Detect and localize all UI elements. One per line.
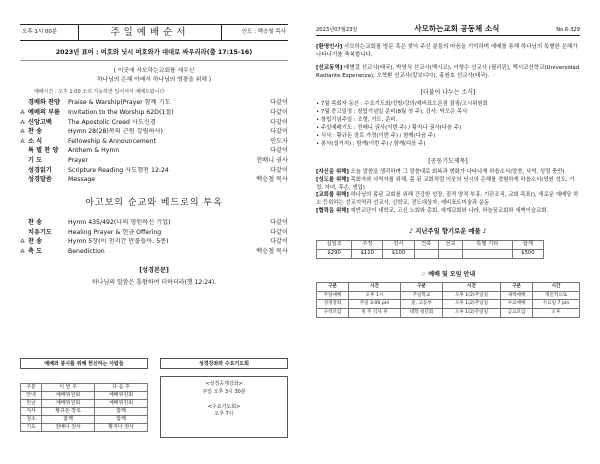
table-cell: 청소 bbox=[21, 416, 42, 424]
table-row bbox=[21, 424, 148, 432]
table-header-cell: 감사 bbox=[383, 240, 414, 249]
table-header-cell: 구분 bbox=[21, 384, 42, 392]
list-item: • 봉사(설거지) : 함께(이번 주) / 함께(다음 주) bbox=[316, 141, 426, 148]
order-label: 찬 송 bbox=[28, 238, 43, 246]
intro-note: 예배시간 : 오후 1:00 소리 가능하면 일어서서 예배드립니다 bbox=[34, 89, 165, 96]
table-cell: 예배위원회 bbox=[42, 392, 95, 400]
table-cell: 개인적으로 bbox=[533, 291, 580, 300]
order-item bbox=[20, 138, 288, 148]
divider bbox=[20, 60, 288, 61]
order-content: Benediction bbox=[68, 247, 105, 255]
prayer-text: 오늘 말씀을 생각하며 그 말씀대로 회복과 변화가 나타나게 하옵소서(말씀, 사역, 성령 충만) bbox=[348, 168, 565, 175]
table-cell bbox=[414, 249, 438, 258]
order-person: 다같이 bbox=[270, 228, 288, 236]
order-item bbox=[20, 176, 288, 186]
welcome-text: 사모하는교회를 방문 혹은 찾아 주신 분들의 마음을 기억하며 예배를 통해 하나님의 특별한 은혜가 나타나기를 축복합니다. bbox=[316, 44, 578, 59]
welcome-block bbox=[316, 44, 580, 60]
order-person: 다같이 bbox=[270, 219, 288, 227]
table-cell: 금요모임 bbox=[501, 309, 533, 318]
table-header-cell: 합계 bbox=[512, 240, 543, 249]
table-header-cell: 건축 bbox=[414, 240, 438, 249]
table-cell: 새벽예배 bbox=[501, 291, 533, 300]
table-header-row bbox=[317, 240, 544, 249]
prayer-item bbox=[316, 169, 580, 177]
table-cell: 첫 주 식사 후 bbox=[348, 309, 400, 318]
evening-line bbox=[161, 396, 287, 404]
mission-text: 배병걸 선교사(태국), 박영식 선교사(멕시코), 이형수 선교사 (필리핀), 멕시코신학교(Universidad Radiante Esperanza), 오혁환 선교사(칼보디아), 홍원호 선교사(태국). bbox=[316, 65, 580, 80]
table-cell: 전배니 권사 bbox=[42, 424, 95, 432]
table-cell: 주일학교 bbox=[400, 291, 442, 300]
table-header-cell: 구분 bbox=[317, 283, 349, 292]
mission-label: [선교동역] bbox=[316, 65, 343, 72]
table-cell: 오후 bbox=[533, 309, 580, 318]
bulletin-number: No.6-329 bbox=[556, 26, 580, 33]
evening-schedule bbox=[160, 376, 288, 438]
intro-line: 하나님의 은혜 아래서 하나님의 영광을 위해 ) bbox=[96, 76, 212, 83]
service-time: 오후 1시 00분 bbox=[22, 29, 58, 36]
table-header-cell: 구분 bbox=[400, 283, 442, 292]
news-title: 사모하는교회 공동체 소식 bbox=[414, 24, 500, 33]
service-people-table bbox=[20, 383, 148, 432]
table-header-cell: 주정 bbox=[352, 240, 383, 249]
order-person: 인도자 bbox=[270, 137, 288, 145]
standing-mark: ⁂ bbox=[20, 239, 25, 246]
table-row bbox=[21, 400, 148, 408]
order-person: 백승철 목사 bbox=[256, 176, 288, 184]
table-cell bbox=[438, 249, 462, 258]
table-header-row bbox=[317, 283, 580, 292]
order-content: Hymn 5장(이 천지간 만물들아, 5종) bbox=[68, 238, 169, 246]
shared-news-title: [더불어 나누는 소식] bbox=[420, 89, 476, 97]
list-item: • 7월 목회자 동선 : 수요기도회/성방/강의/예비표도론점 점핑/고시위원회 bbox=[316, 100, 488, 107]
meeting-title-text: 예배 및 모임 안내 bbox=[428, 270, 476, 278]
prayer-label: [교회를 위해] bbox=[316, 192, 349, 199]
list-item: • 7월 중고일정 : 창립기념일 준비(8월 첫 주), 강사: 박모은 목사 bbox=[316, 108, 468, 115]
order-label: 축 도 bbox=[28, 247, 43, 255]
table-cell: $100 bbox=[383, 249, 414, 258]
evening-line: 오후 7시 bbox=[214, 411, 234, 417]
order-person: 다같이 bbox=[270, 118, 288, 126]
prayer-text: 예반교단이 대학교, 고신 노회와 총회, 세계교회와 나라, 하늘꿈교회와 새벽이슬교회. bbox=[348, 208, 549, 215]
list-item: • 식사 : 황규돈 장로 가정(이번 주) / 함께(다음 주) bbox=[316, 133, 436, 140]
bottom-boxes bbox=[20, 358, 288, 464]
scripture-title: [성경본문] bbox=[139, 267, 169, 275]
prayer-text: 하나님의 몸된 교회를 위해 건강한 성장, 질적 양적 부흥, 기관조직, 교회 목표(), 새로운 예배당 하소 등위하는 선교지역과 선교사, 신학교, 전도대상자, 예비표도미술과 운동 bbox=[316, 192, 579, 207]
table-cell: 구역모임 bbox=[317, 309, 349, 318]
table-row bbox=[317, 249, 544, 258]
order-person: 다같이 bbox=[270, 109, 288, 117]
order-label: 치유기도 bbox=[28, 228, 52, 236]
table-cell: 함께 bbox=[95, 416, 148, 424]
order-item bbox=[20, 99, 288, 109]
standing-mark: ⁂ bbox=[20, 248, 25, 255]
service-leader: 인도 : 백승철 목사 bbox=[241, 29, 286, 36]
order-label: 찬 송 bbox=[28, 128, 43, 136]
offering-table bbox=[316, 240, 544, 259]
table-header-cell: 특별 기타 bbox=[462, 240, 512, 249]
order-content: Message bbox=[68, 176, 96, 184]
table-header-cell: 선교 bbox=[438, 240, 462, 249]
order-label: 신앙고백 bbox=[28, 118, 52, 126]
order-content: Praise & Warship(Prayer 함께 기도 bbox=[68, 99, 171, 107]
meeting-title bbox=[316, 271, 580, 279]
table-cell: $290 bbox=[317, 249, 352, 258]
table-cell: 기도 bbox=[21, 424, 42, 432]
meeting-table bbox=[316, 282, 580, 317]
prayer-list bbox=[316, 169, 580, 216]
order-person: 다같이 bbox=[270, 99, 288, 107]
bulletin-right-page bbox=[300, 0, 600, 464]
prayer-label: [협력을 위해] bbox=[316, 208, 349, 215]
list-item: • 창립기념주일 : 조형, 기도, 준비. bbox=[316, 116, 398, 123]
order-title: 주일예배순서 bbox=[78, 25, 222, 40]
table-cell: 오후 1(2)주일일 bbox=[442, 309, 500, 318]
intro-text bbox=[20, 67, 288, 84]
prayer-item bbox=[316, 177, 580, 193]
table-row bbox=[21, 416, 148, 424]
order-item bbox=[20, 219, 288, 229]
table-cell: 헌금 bbox=[21, 400, 42, 408]
intro-line: ( 이곳에 사모하는교회를 세우신 bbox=[113, 67, 195, 74]
table-header-cell: 시간 bbox=[533, 283, 580, 292]
order-person: 다같이 bbox=[270, 147, 288, 155]
table-cell: 황지나 권사 bbox=[95, 424, 148, 432]
table-cell: $110 bbox=[352, 249, 383, 258]
order-content: Prayer bbox=[68, 157, 88, 165]
table-cell: 예배위원회 bbox=[42, 400, 95, 408]
order-content: Hymn 28(28)복의 근원 강림하사) bbox=[68, 128, 163, 136]
evening-section bbox=[160, 358, 288, 464]
table-row bbox=[317, 309, 580, 318]
table-cell: 성경강좌 bbox=[317, 300, 349, 309]
prayer-item bbox=[316, 208, 580, 216]
order-item bbox=[20, 109, 288, 119]
scripture-text: 하나님의 말씀은 흥왕하여 더하더라(행 12:24). bbox=[91, 279, 217, 287]
order-item bbox=[20, 167, 288, 177]
table-cell: 수요일 7 pm bbox=[533, 300, 580, 309]
evening-line: <수요기도회> bbox=[207, 403, 241, 410]
table-header-cell: 십일조 bbox=[317, 240, 352, 249]
table-cell: $500 bbox=[512, 249, 543, 258]
table-cell: 함께 bbox=[42, 416, 95, 424]
order-content: Fellowship & Announcement bbox=[68, 137, 156, 145]
evening-title: 성경강좌와 수요기도회 bbox=[160, 358, 288, 369]
order-item bbox=[20, 229, 288, 239]
table-cell: 함께 bbox=[95, 408, 148, 416]
table-cell: 예배위원회 bbox=[95, 392, 148, 400]
hand-icon: ☞ bbox=[420, 270, 429, 278]
welcome-label: [환영인사] bbox=[316, 44, 343, 51]
table-cell: 중, 고등부 bbox=[400, 300, 442, 309]
order-person: 다같이 bbox=[270, 128, 288, 136]
order-label: 성경말씀 bbox=[28, 176, 52, 184]
order-content: Healing Prayer & 헌금 Offering bbox=[68, 228, 162, 236]
order-content: The Apostolic Creed 사도신경 bbox=[68, 118, 156, 126]
service-people-section bbox=[20, 358, 148, 464]
table-header-cell: 이 번 주 bbox=[42, 384, 95, 392]
order-label: 예배의 부름 bbox=[28, 109, 61, 117]
standing-mark: ⁂ bbox=[20, 138, 25, 145]
order-list-2 bbox=[20, 219, 288, 257]
order-header bbox=[20, 24, 288, 41]
table-cell: 황규돈 장로 bbox=[42, 408, 95, 416]
table-cell: 안내 bbox=[21, 392, 42, 400]
prayer-text: 목회자와 사역자를 위해, 몸 된 교회처럼 이웃의 닛시의 은혜를 경험하게 하옵소서(영원 성도, 가정, 자녀, 후손, 생업) bbox=[316, 176, 575, 191]
prayer-label: [자신을 위해] bbox=[316, 168, 349, 175]
table-cell: 수요예배 bbox=[501, 300, 533, 309]
order-list bbox=[20, 99, 288, 185]
table-header-cell: 시간 bbox=[442, 283, 500, 292]
shared-news-list bbox=[316, 100, 580, 149]
table-cell: 주일 3:00 pm bbox=[348, 300, 400, 309]
news-header bbox=[316, 24, 580, 36]
table-header-row bbox=[21, 384, 148, 392]
order-item bbox=[20, 157, 288, 167]
order-label: 찬 송 bbox=[28, 219, 43, 227]
order-label: 경배와 찬양 bbox=[28, 99, 61, 107]
order-item bbox=[20, 248, 288, 258]
bulletin-date: 2023년07월23일 bbox=[316, 26, 358, 33]
order-content: Invitation to the Worship 62D(1절) bbox=[68, 109, 174, 117]
table-cell: 식사 bbox=[21, 408, 42, 416]
standing-mark: ⁂ bbox=[20, 129, 25, 136]
order-item bbox=[20, 147, 288, 157]
year-motto: 2023년 표어 : 여호와 닛시 여호와가 대대로 싸우리라(출 17:15-16) bbox=[55, 49, 253, 56]
table-cell: 주일예배 bbox=[317, 291, 349, 300]
table-cell bbox=[462, 249, 512, 258]
table-row bbox=[21, 408, 148, 416]
evening-line: 주일 오후 3시 30분 bbox=[202, 388, 246, 395]
order-label: 기 도 bbox=[28, 157, 43, 165]
order-person: 백승철 목사 bbox=[256, 247, 288, 255]
standing-mark: ⁂ bbox=[20, 119, 25, 126]
table-cell: 예배위원회 bbox=[95, 400, 148, 408]
evening-line: <성경공개강좌> bbox=[205, 381, 243, 387]
table-cell: 오후 1(2)주일일 bbox=[442, 300, 500, 309]
order-label: 성경읽기 bbox=[28, 166, 52, 174]
table-row bbox=[21, 392, 148, 400]
service-people-title: 예배와 봉사를 위해 헌신하는 사람들 bbox=[20, 358, 148, 369]
offering-title: ♪ 지난주일 향기로운 예물 ♪ bbox=[409, 227, 487, 235]
order-person: 다같이 bbox=[270, 238, 288, 246]
table-header-cell: 구분 bbox=[501, 283, 533, 292]
order-item bbox=[20, 119, 288, 129]
mission-block bbox=[316, 65, 580, 81]
prayer-title: [공동기도제목] bbox=[428, 158, 468, 166]
order-item bbox=[20, 238, 288, 248]
standing-mark: ⁂ bbox=[20, 110, 25, 117]
order-label: 특 별 찬 양 bbox=[28, 147, 59, 155]
table-cell: 오후 1시 bbox=[348, 291, 400, 300]
table-row bbox=[317, 300, 580, 309]
order-label: 소 식 bbox=[28, 137, 43, 145]
table-cell: 오후 1(2)주일일 bbox=[442, 291, 500, 300]
order-content: Hymn 435/492(나의 영원하신 기업) bbox=[68, 219, 171, 227]
order-item bbox=[20, 128, 288, 138]
order-content: Anthem & Hymn bbox=[68, 147, 120, 155]
table-header-cell: 다 음 주 bbox=[95, 384, 148, 392]
prayer-item bbox=[316, 192, 580, 208]
prayer-label: [성도를 위해] bbox=[316, 176, 349, 183]
table-row bbox=[317, 291, 580, 300]
sermon-heading: 아고보의 순교와 베드로의 투옥 bbox=[85, 197, 223, 208]
order-person: 다같이 bbox=[270, 166, 288, 174]
order-content: Scripture Reading 사도행전 12:24 bbox=[68, 166, 169, 174]
order-person: 전배니 권사 bbox=[256, 157, 288, 165]
table-header-cell: 시간 bbox=[348, 283, 400, 292]
list-item: • 주일예배기도 : 전배니 권사(이번 주) / 황지나 권사(다음 주) bbox=[316, 125, 462, 132]
table-cell: 대학 청년회 bbox=[400, 309, 442, 318]
